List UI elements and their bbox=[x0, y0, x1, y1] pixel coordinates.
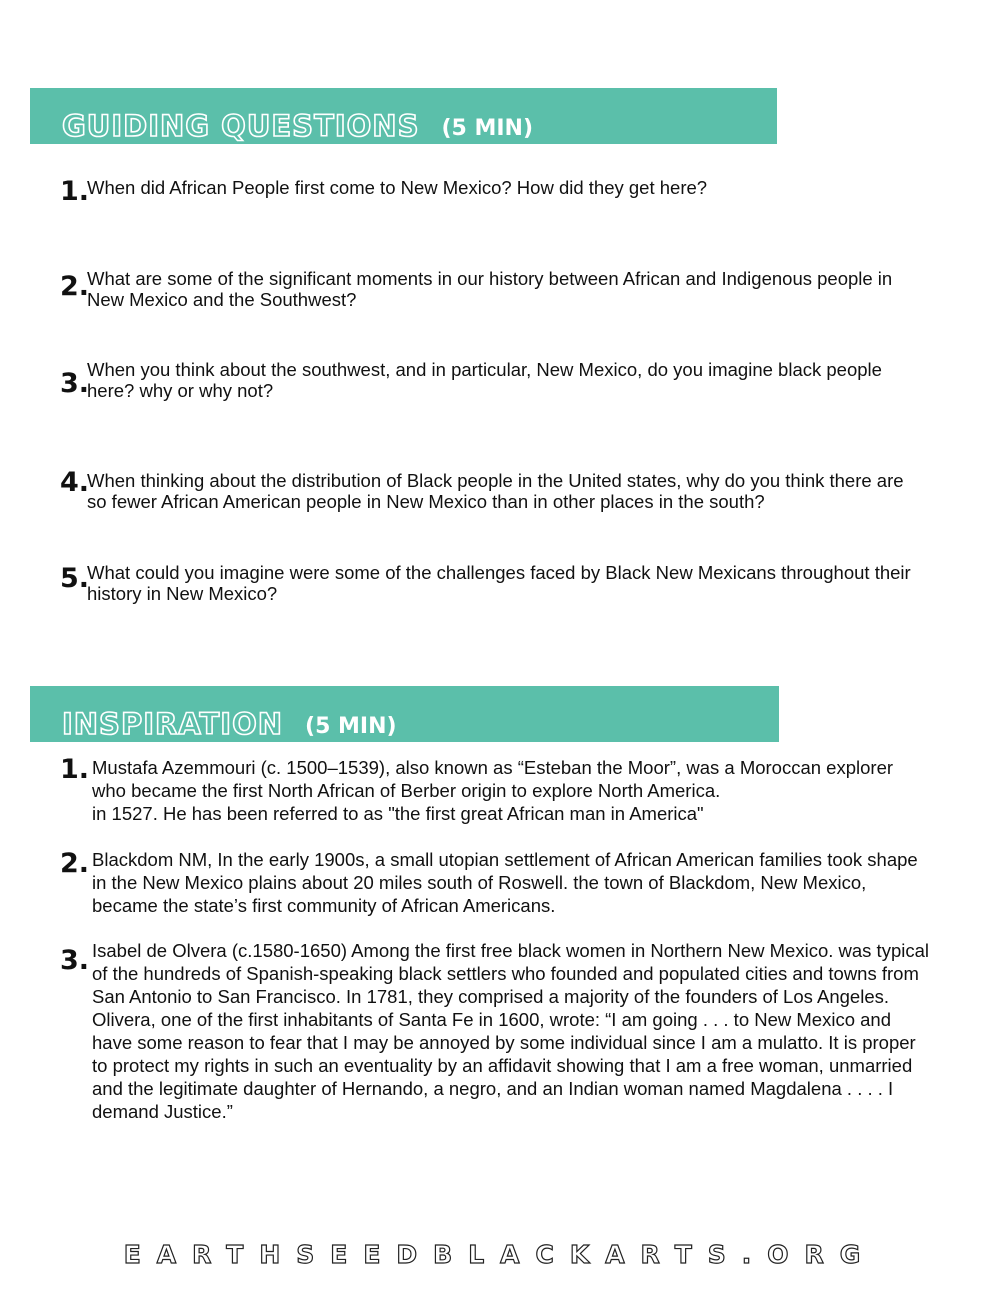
guiding-question-3 bbox=[60, 360, 920, 401]
inspiration-item-2 bbox=[60, 848, 930, 917]
guiding-question-4 bbox=[60, 467, 920, 512]
section-title: INSPIRATION bbox=[62, 707, 284, 741]
question-text: When you think about the southwest, and in particular, New Mexico, do you imagine black people here? why or why not? bbox=[87, 359, 882, 401]
section-title: GUIDING QUESTIONS bbox=[62, 109, 420, 143]
question-text: When did African People first come to New Mexico? How did they get here? bbox=[87, 177, 708, 198]
inspiration-banner bbox=[30, 686, 779, 742]
footer-website: EARTHSEEDBLACKARTS.ORG bbox=[123, 1240, 877, 1269]
item-number: 3. bbox=[60, 945, 90, 976]
question-number: 4. bbox=[60, 467, 90, 498]
item-number: 2. bbox=[60, 848, 90, 879]
question-number: 5. bbox=[60, 563, 90, 594]
question-text: What are some of the significant moments in our history between African and Indigenous people in New Mexico and the Southwest? bbox=[87, 268, 893, 310]
section-duration: (5 MIN) bbox=[441, 116, 534, 141]
item-text: Isabel de Olvera (c.1580-1650) Among the first free black women in Northern New Mexico. was typical of the hundreds of Spanish-speaking black settlers who founded and populated cities and towns from San Antonio to San Francisco. In 1781, they comprised a majority of the founders of Los Angeles. Olivera, one of the first inhabitants of Santa Fe in 1600, wrote: “I am going . . . to New Mexico and have some reason to fear that I may be annoyed by some individual since I am a mulatto. It is proper to protect my rights in such an eventuality by an affidavit showing that I am a free woman, unmarried and the legitimate daughter of Hernando, a negro, and an Indian woman named Magdalena . . . . I demand Justice.” bbox=[92, 940, 929, 1122]
inspiration-item-3 bbox=[60, 939, 930, 1123]
question-text: What could you imagine were some of the challenges faced by Black New Mexicans throughout their history in New Mexico? bbox=[87, 562, 911, 604]
guiding-question-5 bbox=[60, 563, 920, 604]
question-number: 3. bbox=[60, 368, 90, 399]
item-number: 1. bbox=[60, 754, 90, 785]
guiding-question-1 bbox=[60, 176, 920, 207]
guiding-questions-banner bbox=[30, 88, 777, 144]
question-number: 1. bbox=[60, 176, 90, 207]
item-text: Blackdom NM, In the early 1900s, a small utopian settlement of African American families took shape in the New Mexico plains about 20 miles south of Roswell. the town of Blackdom, New Mexico, became the state’s first community of African Americans. bbox=[92, 849, 918, 916]
question-text: When thinking about the distribution of Black people in the United states, why do you think there are so fewer African American people in New Mexico than in other places in the south? bbox=[87, 470, 904, 512]
guiding-question-2 bbox=[60, 269, 920, 310]
section-duration: (5 MIN) bbox=[305, 714, 397, 739]
item-text: Mustafa Azemmouri (c. 1500–1539), also known as “Esteban the Moor”, was a Moroccan explorer who became the first North African of Berber origin to explore North America. in 1527. He has been referred to as "the first great African man in America" bbox=[92, 757, 894, 824]
inspiration-item-1 bbox=[60, 756, 930, 825]
question-number: 2. bbox=[60, 271, 90, 302]
